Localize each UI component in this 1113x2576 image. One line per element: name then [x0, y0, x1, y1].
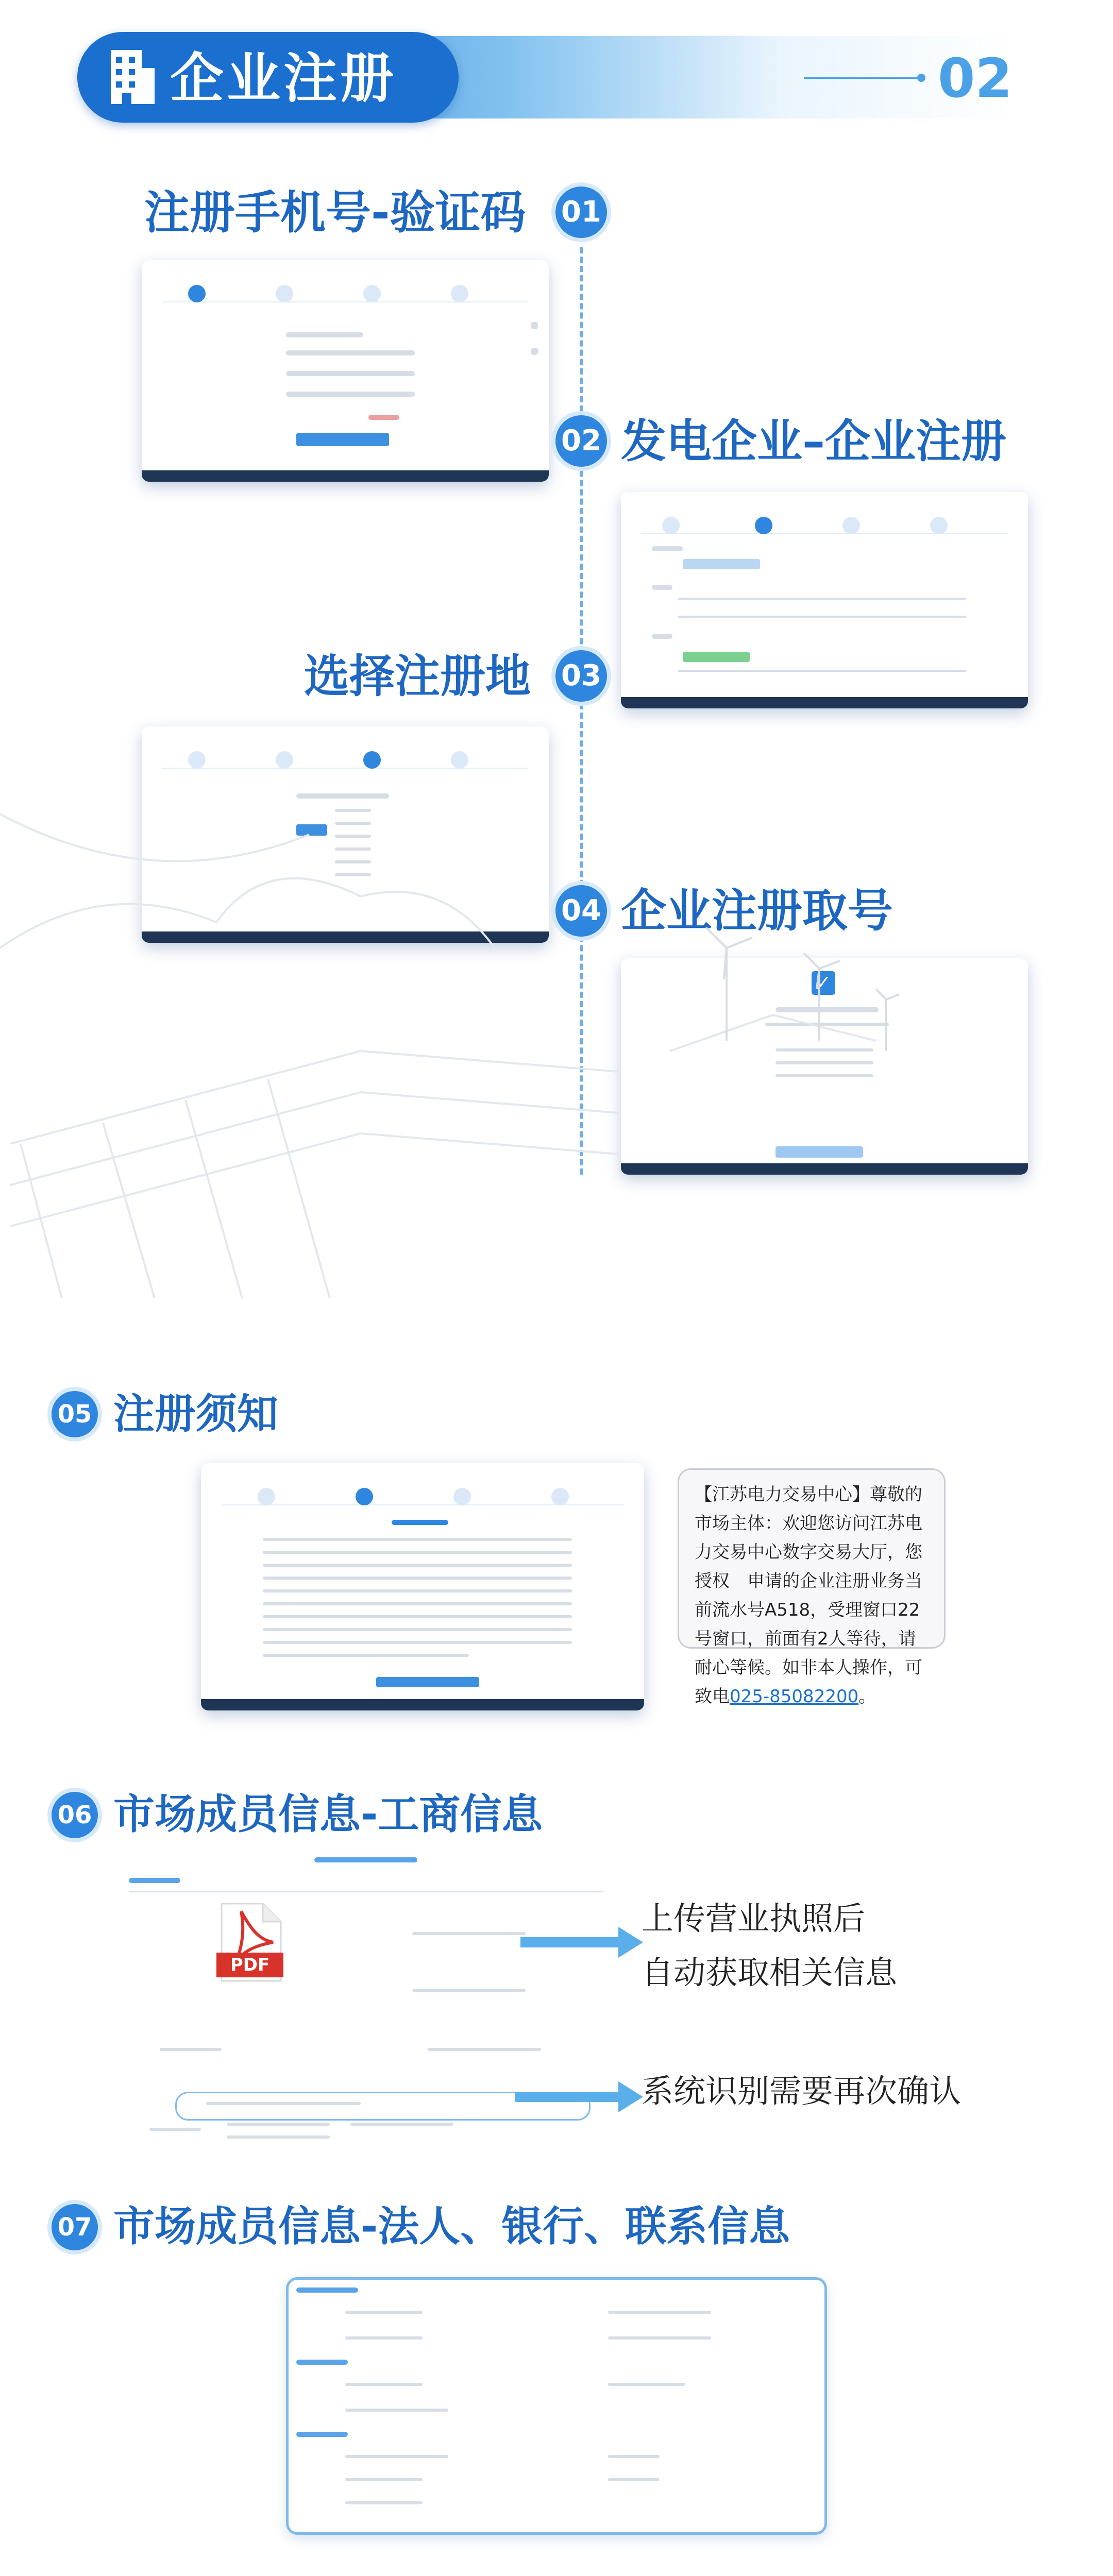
step-04-title: 企业注册取号 — [621, 884, 893, 937]
section-05-badge: 05 — [52, 1391, 98, 1437]
page-number: 02 — [938, 47, 1013, 110]
step-04-screenshot: ✓ — [621, 958, 1028, 1175]
sms-callout — [678, 1468, 946, 1707]
step-02-badge: 02 — [555, 415, 607, 467]
step-01-badge: 01 — [555, 187, 607, 238]
step-04-badge: 04 — [555, 885, 607, 937]
page-title: 企业注册 — [170, 47, 397, 110]
step-03-badge: 03 — [555, 650, 607, 702]
note-confirm: 系统识别需要再次确认 — [642, 2072, 962, 2110]
sms-callout-end: 。 — [858, 1686, 876, 1707]
step-02-title: 发电企业–企业注册 — [621, 415, 1007, 468]
section-06-badge: 06 — [52, 1792, 98, 1838]
note-ocr-1: 上传营业执照后 — [642, 1900, 866, 1937]
arrow-right-icon-2 — [515, 2076, 644, 2117]
step-01-screenshot — [142, 260, 549, 482]
note-ocr-2: 自动获取相关信息 — [642, 1954, 898, 1991]
header-dot — [917, 74, 925, 82]
header-line — [804, 77, 922, 79]
section-05-title: 注册须知 — [113, 1390, 278, 1438]
landscape-illustration — [0, 680, 1113, 1324]
section-07-form — [286, 2277, 827, 2535]
section-06-title: 市场成员信息-工商信息 — [113, 1790, 543, 1838]
section-07-badge: 07 — [52, 2204, 98, 2250]
section-05-screenshot — [201, 1463, 644, 1710]
sms-callout-text: 【江苏电力交易中心】尊敬的市场主体：欢迎您访问江苏电力交易中心数字交易大厅，您授权 申请的企业注册业务当前流水号A518，受理窗口22号窗口，前面有2人等待，请耐心等候。如非本人操作，可致电 — [695, 1484, 922, 1707]
section-07-title: 市场成员信息-法人、银行、联系信息 — [113, 2202, 790, 2250]
building-icon — [108, 47, 157, 107]
step-03-title: 选择注册地 — [304, 650, 531, 703]
step-02-screenshot — [621, 492, 1028, 708]
pdf-label: PDF — [230, 1955, 270, 1975]
step-01-title: 注册手机号-验证码 — [144, 186, 526, 239]
sms-phone-link[interactable]: 025-85082200 — [730, 1686, 859, 1707]
arrow-right-icon — [520, 1922, 644, 1963]
